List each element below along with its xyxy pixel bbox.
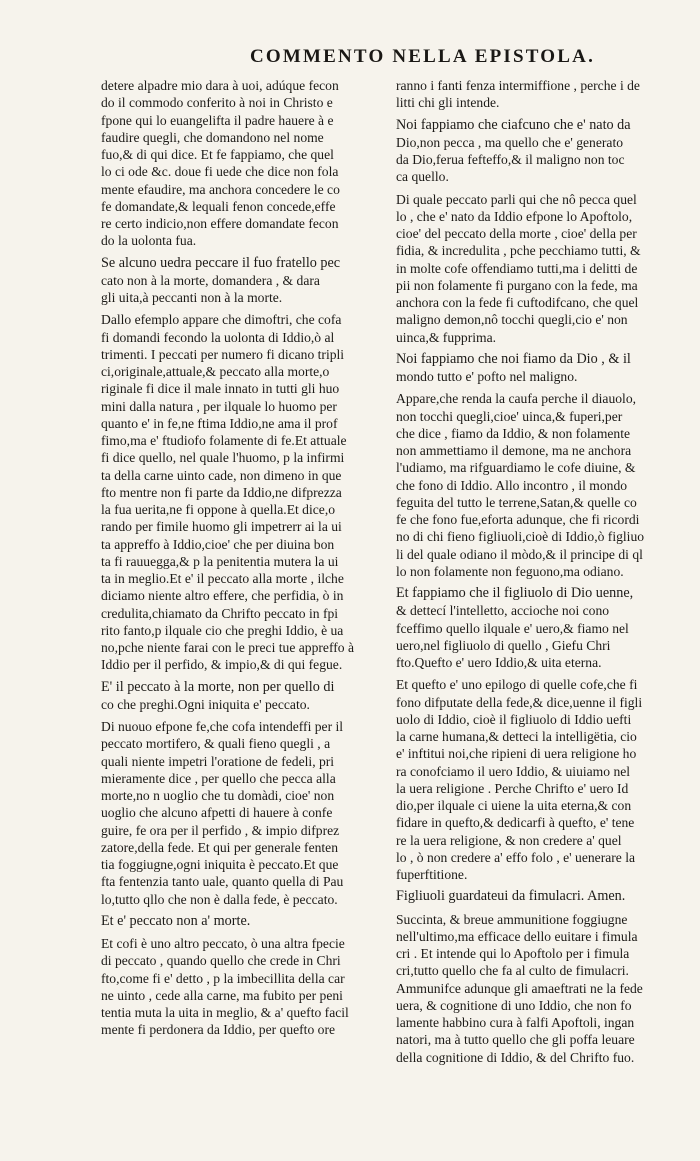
text-line: ta in meglio.Et e' il peccato alla morte , ilche bbox=[101, 571, 344, 586]
text-line: Se alcuno uedra peccare il fuo fratello pec bbox=[101, 254, 341, 271]
text-line: cato non à la morte, domandera , & dara bbox=[101, 272, 320, 288]
text-line: Noi fappiamo che noi fiamo da Dio , & il bbox=[396, 350, 631, 367]
text-line: maligno demon,nô tocchi quegli,cio e' non bbox=[396, 312, 628, 328]
text-line: Dallo efemplo appare che dimoftri, che cofa bbox=[101, 312, 342, 328]
text-line: l'udiamo, ma rifguardiamo le cofe diuine, & bbox=[396, 460, 636, 476]
text-line: Figliuoli guardateui da fimulacri. Amen. bbox=[396, 888, 626, 905]
left-text-column bbox=[101, 77, 386, 1039]
text-line: uero,nel figliuolo di quello , Giefu Chri bbox=[396, 637, 611, 653]
text-line: mieramente dice , per quello che pecca alla bbox=[101, 770, 336, 786]
text-line: lo,tutto qllo che non è dalla fede, è peccato. bbox=[101, 891, 338, 907]
text-line: la uera religione . Perche Chrifto e' uero Id bbox=[396, 780, 629, 796]
text-line: rando per fimile huomo gli impetrerr ai la ui bbox=[101, 519, 342, 535]
scripture-verse bbox=[396, 351, 681, 386]
text-line: mini dalla natura , per ilquale lo huomo per bbox=[101, 398, 337, 414]
commentary-paragraph bbox=[101, 311, 386, 673]
text-line: cri,tutto quello che fa al culto de fimulacri. bbox=[396, 963, 629, 979]
text-line: Di quale peccato parli qui che nô pecca quel bbox=[396, 191, 637, 207]
text-line: la carne humana,& detteci la intelligëtia, cio bbox=[396, 729, 637, 744]
text-line: diciamo niente altro effere, che perfidia, ò in bbox=[101, 588, 344, 604]
text-line: da Dio,ferua fefteffo,& il maligno non toc bbox=[396, 152, 625, 167]
commentary-paragraph bbox=[396, 191, 681, 346]
text-line: litti chi gli intende. bbox=[396, 95, 500, 111]
text-line: ta fi rauuegga,& p la penitentia mutera la ui bbox=[101, 553, 339, 569]
text-line: fpone qui lo euangelifta il padre hauere à e bbox=[101, 112, 334, 128]
text-line: morte,no n uoglio che tu domàdi, cioe' non bbox=[101, 788, 335, 803]
text-line: anchora con la fede fi cuftodifcano, che quel bbox=[396, 295, 639, 310]
text-line: ca quello. bbox=[396, 169, 449, 185]
text-line: mente fi perdonera da Iddio, per quefto ore bbox=[101, 1022, 336, 1038]
text-line: natori, ma à tutto quello che gli poffa leuare bbox=[396, 1032, 635, 1048]
text-line: Et fappiamo che il figliuolo di Dio uenne, bbox=[396, 585, 634, 601]
text-line: Di nuouo efpone fe,che cofa intendeffi per il bbox=[101, 719, 344, 734]
text-line: ta della carne uinto cade, non dimeno in que bbox=[101, 467, 342, 483]
text-line: Ammunifce adunque gli amaeftrati ne la fede bbox=[396, 980, 643, 996]
text-line: Et quefto e' uno epilogo di quelle cofe,che fi bbox=[396, 677, 638, 693]
text-line: fi domandi fecondo la uolonta di Iddio,ò al bbox=[101, 329, 335, 345]
text-line: che fono di Iddio. Allo incontro , il mondo bbox=[396, 477, 628, 493]
scripture-verse bbox=[396, 585, 681, 671]
text-line: fono difputate della fede,& dice,uenne il figli bbox=[396, 694, 643, 710]
text-line: & dettecí l'intelletto, accioche noi cono bbox=[396, 603, 610, 619]
commentary-paragraph bbox=[101, 935, 386, 1039]
text-line: Dio,non pecca , ma quello che e' generato bbox=[396, 134, 624, 150]
text-line: di peccato , quando quello che crede in Chri bbox=[101, 953, 341, 969]
text-line: fi dice quello, nel quale l'huomo, p la infirmi bbox=[101, 450, 345, 466]
text-line: lamente habbino cura à falfi Apoftoli, ingan bbox=[396, 1015, 635, 1030]
text-line: uoglio che alcuno afpetti di hauere à confe bbox=[101, 805, 333, 821]
text-line: trimenti. I peccati per numero fi dicano tripli bbox=[101, 346, 345, 362]
text-line: Succinta, & breue ammunitione foggiugne bbox=[396, 911, 628, 927]
commentary-paragraph bbox=[101, 77, 386, 250]
text-line: no di chi fieno figliuoli,cioè di Iddio,ò figliuo bbox=[396, 529, 645, 545]
text-line: ta appreffo à Iddio,cioe' che per diuina bon bbox=[101, 536, 335, 552]
right-text-column bbox=[396, 77, 681, 1066]
text-line: uera, & cognitione di uno Iddio, che non fo bbox=[396, 997, 632, 1013]
text-line: pii non folamente fi purgano con la fede, ma bbox=[396, 277, 638, 293]
commentary-paragraph bbox=[396, 77, 681, 112]
text-line: Iddio per il perfido, & impio,& di qui fegue. bbox=[101, 657, 343, 673]
commentary-paragraph bbox=[396, 390, 681, 580]
text-line: no,pche niente farai con le preci tue appreffo à bbox=[101, 640, 354, 655]
text-line: fimo,ma e' ftudiofo folamente di fe.Et attuale bbox=[101, 433, 347, 448]
scripture-verse bbox=[101, 255, 386, 307]
scripture-verse bbox=[396, 117, 681, 186]
text-line: quali niente impetri l'oratione de fedeli, pri bbox=[101, 753, 335, 769]
text-line: fceffimo quello ilquale e' uero,& fiamo nel bbox=[396, 620, 629, 636]
text-line: ne uinto , cede alla carne, ma fubito per peni bbox=[101, 987, 343, 1003]
scripture-verse bbox=[396, 888, 681, 905]
text-line: ranno i fanti fenza intermiffione , perche i de bbox=[396, 78, 640, 93]
text-line: zatore,della fede. Et qui per generale fenten bbox=[101, 839, 339, 855]
text-line: fidare in quefto,& dedicarfi à quefto, e' tene bbox=[396, 815, 635, 831]
text-line: do il commodo conferito à noi in Christo e bbox=[101, 95, 333, 111]
text-line: feguita del tutto le terrene,Satan,& quelle co bbox=[396, 494, 637, 510]
text-line: uinca,& fupprima. bbox=[396, 329, 497, 345]
text-line: e' inftitui noi,che ripieni di uera religione ho bbox=[396, 746, 637, 762]
text-line: quanto e' in fe,ne ftima Iddio,ne ama il prof bbox=[101, 415, 338, 431]
text-line: do la uolonta fua. bbox=[101, 233, 197, 249]
text-line: fto mentre non fi parte da Iddio,ne difprezza bbox=[101, 484, 342, 500]
text-line: Et e' peccato non a' morte. bbox=[101, 912, 251, 929]
text-line: rito fanto,p ilquale cio che preghi Iddio, è ua bbox=[101, 622, 344, 638]
text-line: peccato mortifero, & quali fieno quegli , a bbox=[101, 736, 331, 752]
text-line: fta fentenzia tanto uale, quanto quella di Pau bbox=[101, 874, 344, 890]
text-line: tentia muta la uita in meglio, & a' quefto facil bbox=[101, 1005, 349, 1020]
scripture-verse bbox=[101, 679, 386, 714]
text-line: gli uita,à peccanti non à la morte. bbox=[101, 290, 283, 305]
text-line: riginale fi dice il male innato in tutti gli huo bbox=[101, 381, 340, 397]
text-line: faudire quegli, che domandono nel nome bbox=[101, 129, 324, 145]
text-line: fe che fono fue,eforta adunque, che fi ricordi bbox=[396, 512, 640, 527]
text-line: fto.Quefto e' uero Iddio,& uita eterna. bbox=[396, 655, 602, 670]
commentary-paragraph bbox=[396, 676, 681, 883]
text-line: co che preghi.Ogni iniquita e' peccato. bbox=[101, 696, 310, 712]
text-line: fto,come fi e' detto , p la imbecillita della car bbox=[101, 970, 345, 986]
text-line: nell'ultimo,ma efficace dello euitare i fimula bbox=[396, 928, 638, 944]
text-line: credulita,chiamato da Chrifto peccato in fpi bbox=[101, 605, 339, 621]
text-line: uolo di Iddio, cioè il figliuolo di Iddio uefti bbox=[396, 711, 632, 727]
text-line: cri . Et intende qui lo Apoftolo per i fimula bbox=[396, 946, 630, 961]
text-line: lo non folamente non feguono,ma odiano. bbox=[396, 563, 624, 579]
text-line: fuo,& di qui dice. Et fe fappiamo, che quel bbox=[101, 147, 334, 162]
text-line: della cognitione di Iddio, & del Chrifto fuo. bbox=[396, 1049, 635, 1065]
text-line: lo , ò non credere a' effo folo , e' uenerare la bbox=[396, 849, 636, 865]
text-line: lo , che e' nato da Iddio efpone lo Apoftolo, bbox=[396, 208, 633, 224]
commentary-paragraph bbox=[396, 911, 681, 1066]
text-line: Appare,che renda la caufa perche il diauolo, bbox=[396, 391, 637, 407]
text-line: ra conofciamo il uero Iddio, & uiuiamo nel bbox=[396, 763, 631, 779]
text-line: fe domandate,& lequali fenon concede,effe bbox=[101, 198, 336, 214]
text-line: fidia, & incredulita , pche pecchiamo tutti, & bbox=[396, 243, 641, 259]
text-line: mente efaudire, ma anchora concedere le co bbox=[101, 181, 340, 197]
text-line: non ammettiamo il demone, ma ne anchora bbox=[396, 443, 632, 458]
text-line: la fua uerita,ne fi oppone à quella.Et dice,o bbox=[101, 502, 336, 517]
text-line: mondo tutto e' pofto nel maligno. bbox=[396, 369, 578, 384]
commentary-paragraph bbox=[101, 718, 386, 908]
text-line: non tocchi quegli,cioe' uinca,& fuperi,per bbox=[396, 408, 623, 424]
text-line: ci,originale,attuale,& peccato alla morte,o bbox=[101, 364, 330, 379]
text-line: cioe' del peccato della morte , cioe' della per bbox=[396, 226, 637, 241]
text-line: dio,per ilquale ci uiene la uita eterna,& con bbox=[396, 798, 632, 813]
scripture-verse bbox=[101, 913, 386, 930]
text-line: re la uera religione, & non credere a' quel bbox=[396, 832, 622, 848]
text-line: lo ci ode &c. doue fi uede che dice non fola bbox=[101, 164, 339, 180]
text-line: detere alpadre mio dara à uoi, adúque fecon bbox=[101, 78, 339, 93]
text-line: re certo indicio,non effere domandate fecon bbox=[101, 216, 339, 231]
text-line: E' il peccato à la morte, non per quello di bbox=[101, 678, 335, 695]
text-line: fuperftitione. bbox=[396, 867, 468, 882]
text-line: tia foggiugne,ogni iniquita è peccato.Et que bbox=[101, 857, 339, 872]
text-line: guire, fe ora per il perfido , & impio difprez bbox=[101, 822, 340, 838]
text-line: Noi fappiamo che ciafcuno che e' nato da bbox=[396, 116, 631, 133]
running-title: COMMENTO NELLA EPISTOLA. bbox=[249, 46, 596, 67]
text-line: li del quale odiano il mòdo,& il principe di ql bbox=[396, 546, 643, 562]
text-line: che dice , fiamo da Iddio, & non folamente bbox=[396, 425, 631, 441]
text-line: Et cofi è uno altro peccato, ò una altra fpecie bbox=[101, 936, 345, 951]
text-line: in molte cofe offendiamo tutti,ma i delitti de bbox=[396, 260, 638, 276]
